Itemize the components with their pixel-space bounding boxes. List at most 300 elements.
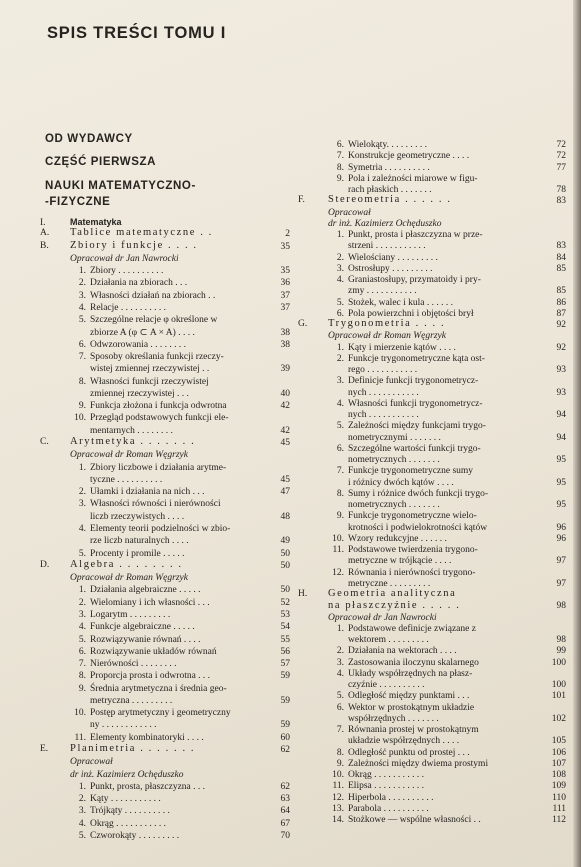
entry-title: Działania algebraiczne . . . . . [90,585,201,596]
entry-title: Działania na zbiorach . . . [90,278,188,289]
entry-title: Zależności między dwiema prostymi [348,758,489,769]
entry-title: Działania na wektorach . . . . [348,646,457,657]
toc-line [40,437,195,447]
entry-title: Odwzorowania . . . . . . . . [90,339,187,350]
entry-number: 9. [336,173,344,184]
entry-number: 2. [336,646,344,657]
entry-number: 9. [336,511,344,522]
entry-title: Układy współrzędnych na płasz- [348,668,473,679]
section-author: Opracował dr Roman Węgrzyk [70,573,188,584]
toc-line [348,523,487,533]
toc-line [330,140,427,150]
entry-title-continued: rego . . . . . . . . . . . [348,365,418,375]
toc-line [298,589,456,599]
entry-title: Funkcja złożona i funkcja odwrotna [90,401,227,412]
toc-line [72,708,231,718]
toc-line [328,613,437,623]
entry-title: Wielościany . . . . . . . . . [348,252,438,263]
page-number: 59 [280,695,290,706]
entry-title: Symetria . . . . . . . . . . [348,162,430,173]
entry-number: 2. [336,353,344,364]
entry-number: 4. [78,818,86,829]
toc-line [72,524,230,534]
entry-number: 10. [74,708,86,719]
entry-number: 3. [78,290,86,301]
entry-number: 3. [336,263,344,274]
entry-number: 2. [78,487,86,498]
subject-title: Matematyka [70,217,122,227]
toc-line [72,291,215,301]
entry-title-continued: rach płaskich . . . . . . . [348,185,432,195]
entry-title-continued: nych . . . . . . . . . . . [348,387,419,398]
entry-title: Czworokąty . . . . . . . . . [90,831,180,841]
entry-title: Ostrosłupy . . . . . . . . . [348,263,433,274]
entry-number: 7. [336,466,344,477]
section-letter: A. [40,228,50,239]
toc-line [72,622,195,632]
toc-line [72,794,161,804]
page-number: 93 [556,387,566,398]
entry-title: Elementy kombinatoryki . . . . [90,732,204,743]
entry-number: 2. [78,794,86,805]
page-number: 102 [551,713,566,724]
heading-publisher: OD WYDAWCY [45,133,133,145]
toc-line [70,573,188,583]
toc-line [348,365,417,375]
toc-line [330,691,469,701]
entry-title-continued: wistej zmiennej rzeczywistej . . [90,364,210,375]
page-number: 72 [556,140,566,150]
entry-number: 5. [336,691,344,702]
page-number: 40 [280,388,290,399]
entry-number: 2. [336,252,344,263]
toc-line [72,266,163,276]
toc-line [298,319,445,329]
toc-line [330,568,475,578]
toc-line [90,512,184,522]
entry-title-continued: strzeni . . . . . . . . . . . [348,241,426,252]
entry-number: 6. [336,702,344,713]
entry-title: Wektor w prostokątnym układzie [348,702,475,713]
entry-title: Postęp arytmetyczny i geometryczny [90,708,231,719]
entry-number: 4. [336,668,344,679]
entry-number: 5. [78,315,86,326]
toc-line [90,475,162,485]
entry-title-continued: nometrycznych . . . . . . . [348,455,440,465]
toc-line [72,671,210,681]
page-number: 50 [280,560,290,571]
entry-title-continued: metryczna . . . . . . . . . [90,695,173,706]
page-title: SPIS TREŚCI TOMU I [47,24,227,42]
entry-number: 11. [332,781,344,792]
entry-number: 6. [336,140,344,150]
section-title: Planimetria . . . . . . . [70,743,196,755]
toc-line [330,534,447,544]
entry-title: Relacje . . . . . . . . . . [90,302,166,313]
page-number: 36 [280,278,290,289]
toc-line [72,549,184,559]
entry-number: 5. [78,831,86,841]
entry-number: 8. [78,671,86,682]
entry-number: 1. [78,585,86,596]
entry-title-continued: nometrycznymi . . . . . . . [348,432,441,443]
toc-line [72,659,177,669]
page-number: 37 [280,290,290,301]
section-title: Geometria analityczna [328,588,457,599]
page-number: 47 [280,487,290,498]
entry-number: 11. [332,545,344,555]
entry-number: 4. [336,275,344,285]
entry-title-continued: tyczne . . . . . . . . . . [90,474,163,485]
section-letter: E. [40,744,49,755]
entry-title: Stożkowe — wspólne własności . . [348,815,481,825]
entry-number: 3. [336,376,344,387]
section-letter: D. [40,559,50,570]
entry-number: 12. [332,792,344,803]
page-number: 56 [280,646,290,657]
page-number: 84 [556,252,566,263]
toc-line [72,647,217,657]
entry-number: 3. [336,657,344,668]
toc-line [330,804,429,814]
entry-number: 10. [74,413,86,424]
entry-number: 1. [336,623,344,634]
toc-line [330,725,479,735]
entry-number: 6. [336,443,344,454]
entry-title-continued: nych . . . . . . . . . . . [348,410,419,420]
toc-line [330,444,481,454]
toc-line [72,806,170,816]
toc-line [330,230,483,240]
toc-line [72,340,186,350]
toc-line [330,669,472,679]
entry-title: Trójkąty . . . . . . . . . . [90,806,170,817]
entry-number: 13. [332,803,344,814]
entry-number: 7. [336,151,344,162]
page-number: 2 [285,229,290,240]
page-number: 101 [551,691,566,702]
entry-number: 14. [332,815,344,825]
page-number: 52 [280,597,290,608]
entry-number: 9. [78,683,86,694]
toc-line [72,684,227,694]
entry-number: 9. [78,401,86,412]
section-title: Trygonometria . . . . [328,318,446,329]
toc-line [330,174,478,184]
toc-line [348,556,451,566]
entry-title-continued: mentarnych . . . . . . . . [90,425,173,436]
page-number: 93 [556,365,566,375]
section-author: Opracował [70,757,113,768]
page-number: 67 [280,818,290,829]
entry-number: 5. [78,548,86,559]
entry-number: 1. [336,230,344,240]
page-number: 59 [280,720,290,731]
page-number: 100 [551,657,566,668]
section-author: Opracował dr Roman Węgrzyk [328,331,446,342]
toc-line [72,377,209,387]
toc-line [330,545,478,555]
entry-number: 4. [78,622,86,633]
section-letter: G. [298,319,308,329]
entry-number: 11. [74,732,86,743]
toc-line [40,744,195,754]
entry-title-continued: układzie współrzędnych . . . . [348,736,460,747]
toc-line [330,703,474,713]
entry-title: Wzory redukcyjne . . . . . . [348,533,447,544]
entry-title-continued: czyźnie . . . . . . . . . . [348,680,425,690]
entry-title: Ułamki i działania na nich . . . [90,487,205,498]
page-number: 39 [280,364,290,375]
entry-title: Zależności między funkcjami trygo- [348,421,486,432]
toc-line [328,208,371,218]
toc-line [330,399,483,409]
entry-title: Zbiory . . . . . . . . . . [90,266,164,277]
page-number: 85 [556,263,566,274]
entry-title: Sposoby określania funkcji rzeczy- [90,352,224,363]
entry-number: 10. [332,533,344,544]
toc-line [330,163,430,173]
entry-title: Kąty . . . . . . . . . . . [90,794,161,805]
page-number: 111 [552,803,566,814]
entry-title: Elementy teorii podzielności w zbio- [90,524,231,534]
entry-title-continued: rze liczb naturalnych . . . . [90,536,189,547]
page-number: 95 [556,500,566,510]
page-number: 48 [280,511,290,522]
toc-line [330,624,476,634]
toc-line [330,781,424,791]
toc-line [72,315,217,325]
entry-title: Podstawowe twierdzenia trygono- [348,545,478,555]
entry-title: Odległość punktu od prostej . . . [348,747,470,758]
section-title: na płaszczyźnie . . . . . [328,600,461,612]
entry-number: 12. [332,567,344,578]
entry-title: Rozwiązywanie układów równań [90,646,217,657]
page-number: 94 [556,432,566,443]
entry-title: Procenty i promile . . . . . [90,548,185,559]
toc-line [90,536,189,546]
entry-title: Nierówności . . . . . . . . [90,659,177,670]
entry-number: 8. [336,747,344,758]
toc-line [348,478,454,488]
entry-title: Logarytm . . . . . . . . . [90,609,171,620]
entry-title: Elipsa . . . . . . . . . . . [348,781,424,792]
toc-line [330,298,453,308]
entry-title-continued: i różnicy dwóch kątów . . . . [348,477,454,488]
entry-number: 8. [336,488,344,499]
entry-number: 7. [336,725,344,735]
section-title: Stereometria . . . . . . [328,194,452,206]
page-number: 50 [280,548,290,559]
toc-line [330,770,424,780]
toc-line [330,748,470,758]
entry-number: 6. [78,646,86,657]
page-number: 108 [551,770,566,780]
page-number: 42 [280,425,290,436]
entry-title-continued: ny . . . . . . . . . . . . [90,720,157,731]
entry-title: Hiperbola . . . . . . . . . . [348,792,434,803]
page-number: 78 [556,185,566,195]
toc-line [328,331,446,341]
entry-title: Równania prostej w prostokątnym [348,725,479,735]
page-number: 95 [556,455,566,465]
entry-title: Punkt, prosta, płaszczyzna . . . [90,781,206,792]
entry-number: 2. [78,597,86,608]
entry-title: Sumy i różnice dwóch funkcji trygo- [348,488,489,499]
toc-line [348,635,429,645]
entry-title: Funkcje trygonometryczne wielo- [348,511,477,522]
entry-title: Okrąg . . . . . . . . . . . [90,818,166,829]
page-number: 106 [551,747,566,758]
toc-line [330,354,485,364]
toc-line [40,228,213,238]
toc-line [348,241,426,251]
entry-title-continued: metryczne . . . . . . . . . [348,578,431,589]
page-number: 59 [280,671,290,682]
toc-line [348,500,440,510]
page-number: 94 [556,410,566,420]
entry-title: Własności działań na zbiorach . . [90,290,216,301]
entry-title: Parabola . . . . . . . . . . [348,803,429,814]
toc-line [90,426,173,436]
toc-line [330,421,486,431]
page-number: 95 [556,477,566,488]
entry-title-continued: współrzędnych . . . . . . . [348,713,439,724]
toc-line [72,463,226,473]
entry-number: 1. [78,462,86,473]
page-number: 85 [556,286,566,297]
page-number: 45 [280,438,290,449]
section-letter: I. [40,218,46,228]
page-number: 42 [280,401,290,412]
section-author: dr inż. Kazimierz Ochęduszko [70,769,184,780]
entry-title: Graniastosłupy, przymatoidy i pry- [348,275,481,285]
page-number: 112 [552,815,566,825]
page-number: 92 [556,342,566,353]
page-number: 109 [551,781,566,792]
entry-title: Własności równości i nierówności [90,499,221,510]
entry-number: 6. [336,308,344,319]
toc-line [298,601,460,611]
page-number: 107 [551,758,566,769]
toc-line [330,151,469,161]
page-number: 63 [280,794,290,805]
entry-title: Funkcje trygonometryczne kąta ost- [348,353,485,364]
toc-line [348,455,440,465]
section-letter: H. [298,589,308,599]
section-author: dr inż. Kazimierz Ochęduszko [328,218,442,229]
page-number: 38 [280,339,290,350]
toc-line [330,646,457,656]
entry-title: Punkt, prosta i płaszczyzna w prze- [348,230,483,240]
entry-title: Zbiory liczbowe i działania arytme- [90,462,227,473]
toc-line [330,815,481,825]
page-number: 50 [280,585,290,596]
toc-line [72,635,201,645]
entry-title: Okrąg . . . . . . . . . . . [348,770,424,780]
entry-number: 5. [78,634,86,645]
section-title: Tablice matematyczne . . [70,227,213,239]
entry-number: 1. [336,342,344,353]
heading-part-one: CZĘŚĆ PIERWSZA [45,156,157,168]
entry-number: 7. [78,352,86,363]
toc-line [70,757,113,767]
page-number: 49 [280,536,290,547]
entry-number: 3. [78,609,86,620]
entry-title-continued: wektorem . . . . . . . . . [348,635,429,645]
entry-title: Kąty i mierzenie kątów . . . . [348,342,456,353]
entry-number: 5. [336,297,344,308]
section-letter: F. [298,195,305,206]
entry-title: Funkcje trygonometryczne sumy [348,466,474,477]
toc-line [330,343,456,353]
section-title: Algebra . . . . . . . . [70,558,183,570]
page-number: 45 [280,474,290,485]
toc-line [330,466,473,476]
page-number: 35 [280,241,290,252]
heading-sciences: NAUKI MATEMATYCZNO- [45,180,196,192]
page-number: 87 [556,308,566,319]
entry-number: 5. [336,421,344,432]
toc-line [72,610,170,620]
page-number: 62 [280,745,290,756]
page-number: 110 [552,792,566,803]
entry-title-continued: krotności i podwielokrotności kątów [348,522,488,533]
toc-line [72,598,210,608]
toc-line [40,241,198,251]
toc-line [72,278,187,288]
page-number: 77 [556,162,566,173]
entry-number: 4. [336,398,344,409]
toc-line [72,401,227,411]
entry-title-continued: nometrycznych . . . . . . . [348,500,440,510]
toc-line [330,658,479,668]
entry-title: Konstrukcje geometryczne . . . . [348,151,470,162]
page-number: 57 [280,659,290,670]
entry-title: Pola powierzchni i objętości brył [348,308,474,319]
entry-number: 6. [78,339,86,350]
entry-title-continued: metryczne w trójkącie . . . . [348,556,452,567]
entry-title: Podstawowe definicje związane z [348,623,476,634]
entry-title-continued: zbiorze A (φ ⊂ A × A) . . . . [90,327,195,338]
toc-line [330,759,488,769]
page-number: 72 [556,151,566,162]
page-number: 55 [280,634,290,645]
page-number: 92 [556,320,566,330]
page-number: 53 [280,609,290,620]
page-number: 96 [556,522,566,533]
section-author: Opracował dr Roman Węgrzyk [70,450,188,461]
toc-line [348,433,441,443]
toc-line [40,560,183,570]
entry-number: 9. [336,758,344,769]
toc-line [72,782,205,792]
page-number: 97 [556,578,566,589]
page-number: 86 [556,297,566,308]
toc-line [330,264,432,274]
toc-line [328,219,441,229]
section-letter: B. [40,240,49,251]
entry-number: 1. [78,781,86,792]
toc-line [90,389,189,399]
page-number: 38 [280,327,290,338]
entry-title: Własności funkcji trygonometrycz- [348,398,483,409]
entry-title: Szczególne relacje φ określone w [90,315,218,326]
page-number: 83 [556,196,566,207]
entry-title: Wielokąty. . . . . . . . . [348,140,427,150]
entry-number: 4. [78,524,86,534]
entry-title: Wielomiany i ich własności . . . [90,597,210,608]
